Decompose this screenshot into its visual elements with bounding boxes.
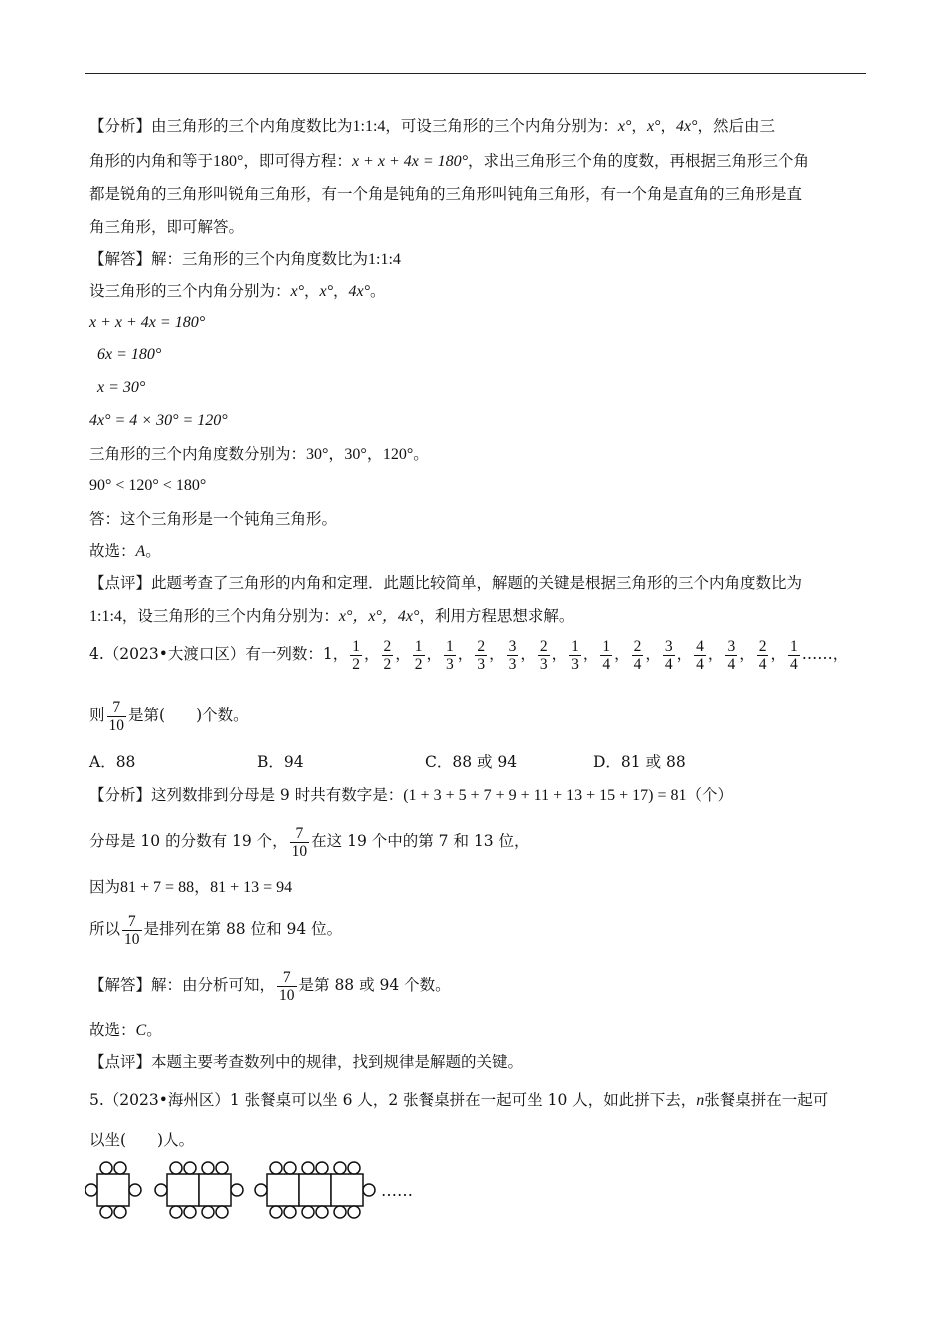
analysis4-line1: 【分析】这列数排到分母是 9 时共有数字是：(1 + 3 + 5 + 7 + 9 + 11 + 13 + 15 + 17) = 81（个） bbox=[89, 786, 734, 804]
comment3-line2: 1:1:4，设三角形的三个内角分别为：x°，x°，4x°，利用方程思想求解。 bbox=[89, 607, 575, 625]
q4-option-b[interactable]: B．94 bbox=[257, 753, 304, 771]
q4-target-fraction: $\frac{7}{10}$ bbox=[108, 698, 125, 734]
sequence-fraction: $\frac{1}{2}$ bbox=[414, 637, 423, 673]
q5-line1: 5.（2023•海州区）1 张餐桌可以坐 6 人，2 张餐桌拼在一起可坐 10 人，如此拼下去，n张餐桌拼在一起可 bbox=[89, 1091, 829, 1109]
sequence-fraction: $\frac{1}{3}$ bbox=[446, 637, 454, 673]
q4-line1: 4.（2023•大渡口区）有一列数：1， $\frac{1}{2}$ ， $\frac{2}{2}$ ， $\frac{1}{2}$ ， $\frac{1}{3}$ ， $\frac{2}{3}$ ， $\frac{3}{3}$ ， $\frac{2}{3}$ ， $\frac{1}{3}$ ， $\frac{1}{4}$ ， $\frac{2}{4}$ ， $\frac{3}{4}$ ， $\frac{4}{4}$ ， $\frac{3}{4}$ ， $\frac{2}{4}$ ， $\frac{1}{4}$ ……， bbox=[89, 637, 849, 673]
seat-icon bbox=[85, 1184, 97, 1196]
one-table-group bbox=[85, 1162, 141, 1218]
sequence-separator: ， bbox=[707, 645, 724, 663]
solution4-choice: 故选：C。 bbox=[89, 1021, 162, 1039]
sequence-separator: ， bbox=[489, 645, 505, 663]
seat-icon bbox=[100, 1206, 112, 1218]
two-tables-group bbox=[155, 1162, 243, 1218]
sequence-fraction: $\frac{2}{3}$ bbox=[477, 637, 486, 673]
solution3-head: 【解答】解：三角形的三个内角度数比为1:1:4 bbox=[89, 250, 401, 268]
sequence-fraction: $\frac{3}{4}$ bbox=[664, 637, 673, 673]
q4-line2: 则 $\frac{7}{10}$ 是第( )个数。 bbox=[89, 698, 249, 734]
solution3-choice: 故选：A。 bbox=[89, 542, 161, 560]
seat-icon bbox=[114, 1162, 126, 1174]
sequence-fraction: $\frac{1}{4}$ bbox=[602, 637, 611, 673]
q4-option-c[interactable]: C．88 或 94 bbox=[425, 753, 518, 771]
solution4-line1: 【解答】解：由分析可知， $\frac{7}{10}$ 是第 88 或 94 个数。 bbox=[89, 968, 451, 1004]
solution3-eq1: x + x + 4x = 180° bbox=[89, 314, 206, 331]
solution3-eq2: 6x = 180° bbox=[97, 346, 162, 363]
solution3-eq4: 4x° = 4 × 30° = 120° bbox=[89, 412, 228, 429]
analysis4-line4: 所以 $\frac{7}{10}$ 是排列在第 88 位和 94 位。 bbox=[89, 912, 343, 948]
sequence-separator: ， bbox=[457, 645, 474, 663]
figure-ellipsis: …… bbox=[381, 1181, 413, 1200]
seat-icon bbox=[129, 1184, 141, 1196]
sequence-fraction: $\frac{2}{2}$ bbox=[383, 637, 392, 673]
table-arrangement-figure bbox=[85, 1160, 445, 1224]
comment3-line1: 【点评】此题考查了三角形的内角和定理．此题比较简单，解题的关键是根据三角形的三个内角度数比为 bbox=[89, 574, 803, 592]
sequence-separator: ， bbox=[426, 645, 443, 663]
analysis4-fraction-1: $\frac{7}{10}$ bbox=[291, 824, 308, 860]
seat-icon bbox=[114, 1206, 126, 1218]
q4-options bbox=[89, 752, 761, 772]
sequence-separator: ， bbox=[520, 645, 536, 663]
solution3-inequality: 90° < 120° < 180° bbox=[89, 477, 207, 494]
table-rect bbox=[167, 1174, 199, 1206]
analysis4-line3: 因为81 + 7 = 88，81 + 13 = 94 bbox=[89, 878, 293, 896]
sequence-separator: ， bbox=[739, 645, 755, 663]
three-tables-group bbox=[255, 1162, 375, 1218]
q5-line2: 以坐( )人。 bbox=[89, 1131, 195, 1149]
sequence-separator: ， bbox=[645, 645, 661, 663]
solution3-set: 设三角形的三个内角分别为：x°，x°，4x°。 bbox=[89, 282, 386, 300]
table-rect bbox=[97, 1174, 129, 1206]
q4-option-d[interactable]: D．81 或 88 bbox=[593, 753, 686, 771]
sequence-fraction: $\frac{2}{4}$ bbox=[758, 637, 767, 673]
sequence-fraction: $\frac{2}{3}$ bbox=[539, 637, 548, 673]
sequence-fraction: $\frac{3}{3}$ bbox=[508, 637, 517, 673]
analysis3-line2: 角形的内角和等于180°，即可得方程：x + x + 4x = 180°，求出三角形三个角的度数，再根据三角形三个角 bbox=[89, 152, 810, 170]
sequence-separator: ， bbox=[551, 645, 568, 663]
q4-option-a[interactable]: A．88 bbox=[89, 753, 136, 771]
sequence-fraction: $\frac{1}{2}$ bbox=[352, 637, 360, 673]
sequence-separator: ， bbox=[614, 645, 630, 663]
header-rule bbox=[85, 73, 866, 74]
seat-icon bbox=[100, 1162, 112, 1174]
sequence-fraction: $\frac{3}{4}$ bbox=[727, 637, 736, 673]
analysis3-line4: 角三角形，即可解答。 bbox=[89, 218, 245, 236]
solution4-fraction: $\frac{7}{10}$ bbox=[279, 968, 295, 1004]
sequence-fraction: $\frac{4}{4}$ bbox=[696, 637, 704, 673]
analysis3-line3: 都是锐角的三角形叫锐角三角形，有一个角是钝角的三角形叫钝角三角形，有一个角是直角的三角形是直 bbox=[89, 185, 803, 203]
comment4-line1: 【点评】本题主要考查数列中的规律，找到规律是解题的关键。 bbox=[89, 1053, 524, 1071]
solution3-answer: 答：这个三角形是一个钝角三角形。 bbox=[89, 510, 338, 528]
sequence-fraction: $\frac{2}{4}$ bbox=[633, 637, 642, 673]
sequence-separator: ， bbox=[395, 645, 411, 663]
analysis4-line2: 分母是 10 的分数有 19 个， $\frac{7}{10}$ 在这 19 个中的第 7 和 13 位， bbox=[89, 824, 530, 860]
sequence-separator: ， bbox=[582, 645, 599, 663]
analysis3-line1: 【分析】由三角形的三个内角度数比为1:1:4，可设三角形的三个内角分别为：x°，x°，4x°，然后由三 bbox=[89, 117, 775, 135]
sequence-separator: ， bbox=[676, 645, 693, 663]
solution3-result: 三角形的三个内角度数分别为：30°，30°，120°。 bbox=[89, 445, 429, 463]
analysis4-fraction-2: $\frac{7}{10}$ bbox=[124, 912, 140, 948]
sequence-separator: ， bbox=[364, 645, 380, 663]
sequence-fraction: $\frac{1}{4}$ bbox=[789, 637, 798, 673]
solution3-eq3: x = 30° bbox=[97, 379, 146, 396]
sequence-fraction: $\frac{1}{3}$ bbox=[571, 637, 579, 673]
sequence-separator: ， bbox=[770, 645, 786, 663]
table-rect bbox=[199, 1174, 231, 1206]
